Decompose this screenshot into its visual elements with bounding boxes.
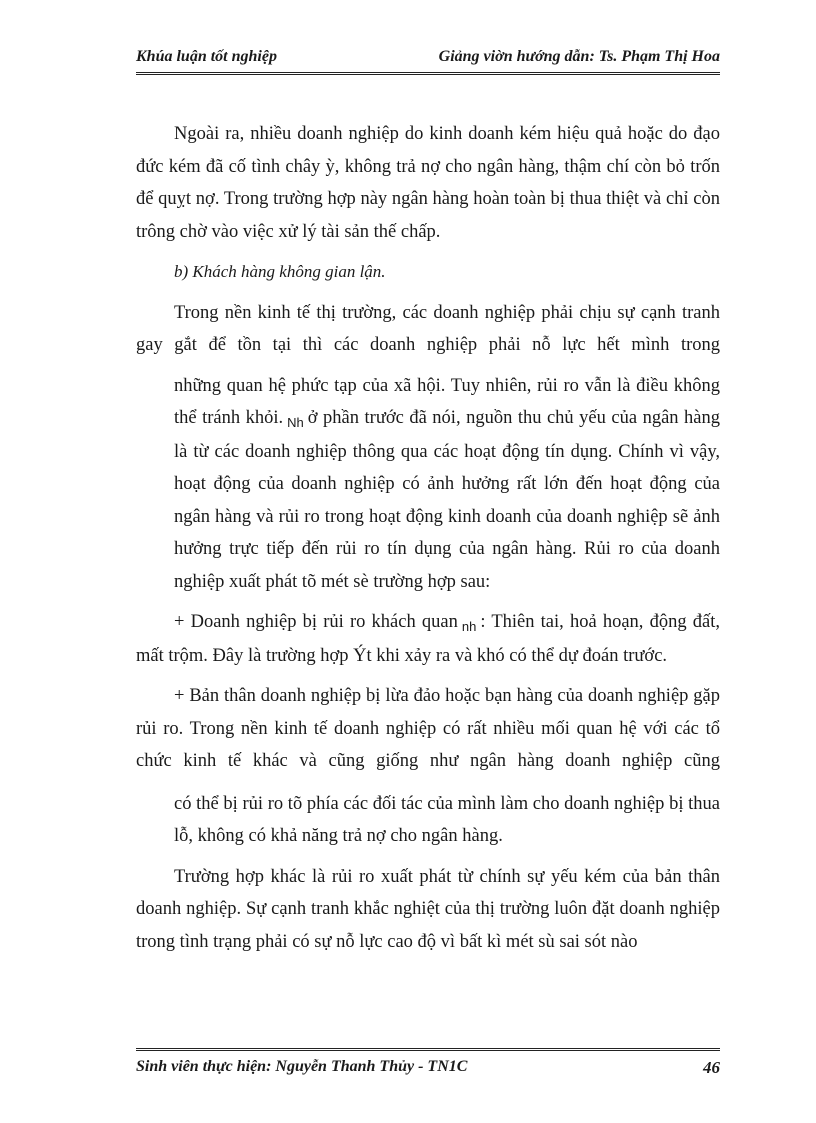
paragraph: Trường hợp khác là rủi ro xuất phát từ chính sự yếu kém của bản thân doanh nghiệp. Sự cạnh tranh khắc nghiệt của thị trường luôn đặt doanh nghiệp trong tình trạng phải có sự nỗ lực cao độ vì bất kì mét sù sai sót nào bbox=[136, 866, 720, 952]
footer-student: Sinh viên thực hiện: Nguyễn Thanh Thủy - TN1C bbox=[136, 1058, 468, 1075]
list-item: + Bản thân doanh nghiệp bị lừa đảo hoặc bạn hàng của doanh nghiệp gặp rủi ro. Trong nền kinh tế doanh nghiệp có rất nhiều mối quan hệ với các tổ chức kinh tế khác và cũng giống như ngân hàng doanh nghiệp cũng bbox=[136, 686, 720, 771]
subheading: b) Khách hàng không gian lận. bbox=[174, 262, 386, 281]
inline-glyph: nh bbox=[461, 619, 477, 634]
list-item-text: + Doanh nghiệp bị rủi ro khách quan bbox=[174, 612, 458, 632]
page-number: 46 bbox=[703, 1058, 720, 1077]
page-footer bbox=[136, 1048, 720, 1079]
list-item-text: : Thiên tai, hoả hoạn, động đất, mất trộm. Đây là trường hợp Ýt khi xảy ra và khó có thể dự đoán trước. bbox=[136, 612, 720, 666]
paragraph bbox=[136, 370, 720, 599]
page-header bbox=[136, 46, 720, 75]
paragraph-text: những quan hệ phức tạp của xã hội. Tuy nhiên, rủi ro vẫn là điều không thể tránh khỏi. bbox=[174, 375, 720, 428]
paragraph-text: ở phần trước đã nói, nguồn thu chủ yếu của ngân hàng là từ các doanh nghiệp thông qua các hoạt động tín dụng. Chính vì vậy, hoạt động của doanh nghiệp có ảnh hưởng rất lớn đến hoạt động của ngân hàng và rủi ro trong hoạt động kinh doanh của doanh nghiệp sẽ ảnh hưởng trực tiếp đến rủi ro tín dụng của ngân hàng. Rủi ro của doanh nghiệp xuất phát tõ mét sè trường hợp sau: bbox=[174, 408, 720, 592]
inline-glyph: Nh bbox=[287, 415, 304, 430]
header-supervisor: Giảng viờn hướng dẫn: Ts. Phạm Thị Hoa bbox=[438, 48, 720, 65]
header-thesis-title: Khúa luận tốt nghiệp bbox=[136, 48, 277, 65]
page-body bbox=[136, 118, 720, 958]
paragraph: có thể bị rủi ro tõ phía các đối tác của mình làm cho doanh nghiệp bị thua lỗ, không có khả năng trả nợ cho ngân hàng. bbox=[174, 793, 720, 846]
paragraph: Ngoài ra, nhiều doanh nghiệp do kinh doanh kém hiệu quả hoặc do đạo đức kém đã cố tình chây ỳ, không trả nợ cho ngân hàng, thậm chí còn bỏ trốn để quỵt nợ. Trong trường hợp này ngân hàng hoàn toàn bị thua thiệt và chỉ còn trông chờ vào việc xử lý tài sản thế chấp. bbox=[136, 124, 720, 242]
list-item bbox=[136, 606, 720, 672]
paragraph: Trong nền kinh tế thị trường, các doanh nghiệp phải chịu sự cạnh tranh gay gắt để tồn tại thì các doanh nghiệp phải nỗ lực hết mình trong bbox=[136, 302, 720, 355]
